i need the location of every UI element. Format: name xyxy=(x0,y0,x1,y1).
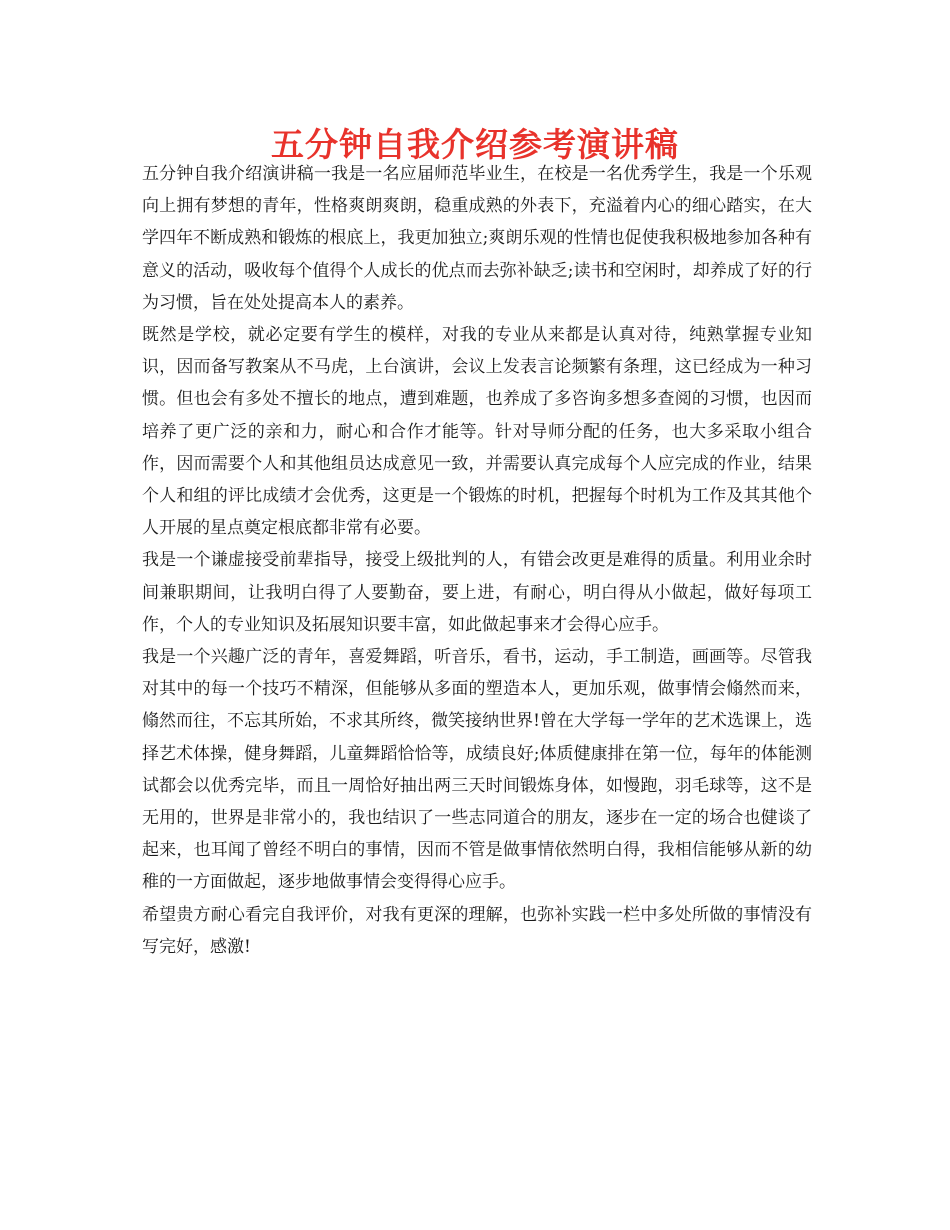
document-body xyxy=(142,158,812,963)
paragraph-2: 既然是学校，就必定要有学生的模样，对我的专业从来都是认真对待，纯熟掌握专业知识，因而备写教案从不马虎，上台演讲，会议上发表言论频繁有条理，这已经成为一种习惯。但也会有多处不擅长的地点，遭到难题，也养成了多咨询多想多查阅的习惯，也因而培养了更广泛的亲和力，耐心和合作才能等。针对导师分配的任务，也大多采取小组合作，因而需要个人和其他组员达成意见一致，并需要认真完成每个人应完成的作业，结果个人和组的评比成绩才会优秀，这更是一个锻炼的时机，把握每个时机为工作及其其他个人开展的星点奠定根底都非常有必要。 xyxy=(142,325,812,539)
document-title: 五分钟自我介绍参考演讲稿 xyxy=(271,125,679,164)
paragraph-1: 五分钟自我介绍演讲稿一我是一名应届师范毕业生，在校是一名优秀学生，我是一个乐观向上拥有梦想的青年，性格爽朗爽朗，稳重成熟的外表下，充溢着内心的细心踏实，在大学四年不断成熟和锻炼的根底上，我更加独立;爽朗乐观的性情也促使我积极地参加各种有意义的活动，吸收每个值得个人成长的优点而去弥补缺乏;读书和空闲时，却养成了好的行为习惯，旨在处处提高本人的素养。 xyxy=(142,164,812,313)
paragraph-5: 希望贵方耐心看完自我评价，对我有更深的理解，也弥补实践一栏中多处所做的事情没有写完好，感激! xyxy=(142,904,812,957)
paragraph-4: 我是一个兴趣广泛的青年，喜爱舞蹈，听音乐，看书，运动，手工制造，画画等。尽管我对其中的每一个技巧不精深，但能够从多面的塑造本人，更加乐观，做事情会翛然而来，翛然而往，不忘其所始，不求其所终，微笑接纳世界!曾在大学每一学年的艺术选课上，选择艺术体操，健身舞蹈，儿童舞蹈恰恰等，成绩良好;体质健康排在第一位，每年的体能测试都会以优秀完毕，而且一周恰好抽出两三天时间锻炼身体，如慢跑，羽毛球等，这不是无用的，世界是非常小的，我也结识了一些志同道合的朋友，逐步在一定的场合也健谈了起来，也耳闻了曾经不明白的事情，因而不管是做事情依然明白得，我相信能够从新的幼稚的一方面做起，逐步地做事情会变得得心应手。 xyxy=(142,647,812,893)
paragraph-3: 我是一个谦虚接受前辈指导，接受上级批判的人，有错会改更是难得的质量。利用业余时间兼职期间，让我明白得了人要勤奋，要上进，有耐心，明白得从小做起，做好每项工作，个人的专业知识及拓展知识要丰富，如此做起事来才会得心应手。 xyxy=(142,550,812,635)
